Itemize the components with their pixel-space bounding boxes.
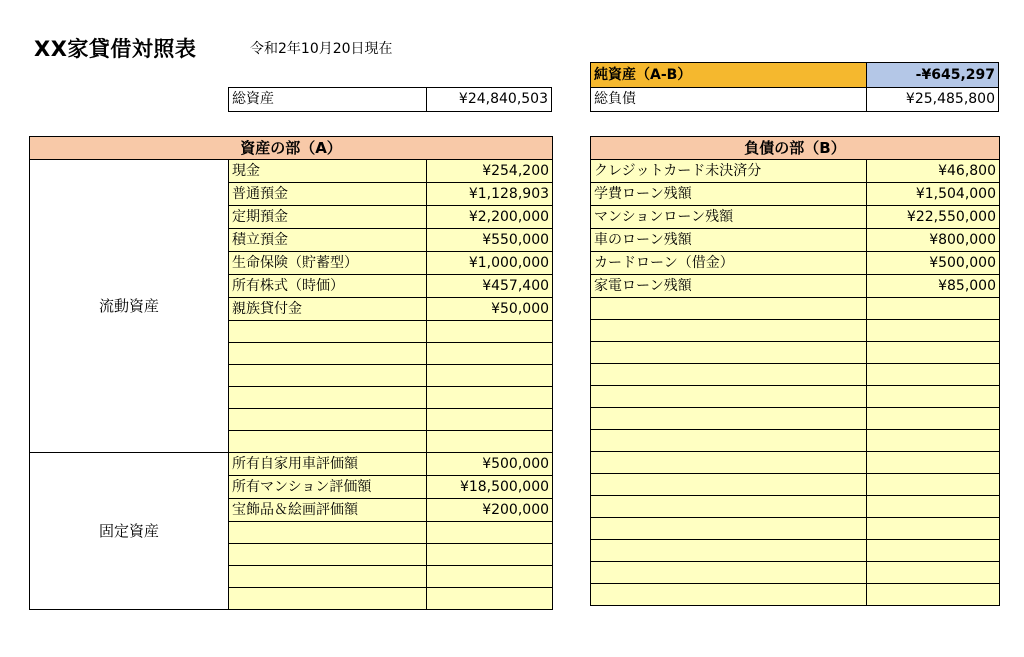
table-row	[591, 252, 1000, 275]
liability-item-name	[591, 342, 867, 364]
asset-item-name	[229, 522, 427, 544]
liability-item-name: クレジットカード未決済分	[591, 160, 867, 183]
total-liabilities-box	[590, 87, 999, 112]
table-row	[591, 342, 1000, 364]
liability-item-value	[867, 452, 1000, 474]
asset-item-value	[427, 588, 553, 610]
liability-item-name	[591, 584, 867, 606]
liability-item-value	[867, 562, 1000, 584]
asset-item-value: ¥550,000	[427, 229, 553, 252]
asset-item-name: 現金	[229, 160, 427, 183]
asset-item-name: 定期預金	[229, 206, 427, 229]
net-assets-value: -¥645,297	[867, 63, 998, 87]
liability-item-name: カードローン（借金）	[591, 252, 867, 275]
liability-item-value	[867, 320, 1000, 342]
asset-item-value: ¥18,500,000	[427, 476, 553, 499]
asset-item-name: 親族貸付金	[229, 298, 427, 321]
asset-item-name: 所有株式（時価）	[229, 275, 427, 298]
asset-item-name	[229, 588, 427, 610]
table-row	[591, 298, 1000, 320]
liability-item-name	[591, 364, 867, 386]
table-row	[30, 160, 553, 183]
liability-item-name: 車のローン残額	[591, 229, 867, 252]
table-row	[591, 540, 1000, 562]
asset-item-value	[427, 522, 553, 544]
table-row	[591, 474, 1000, 496]
asset-item-value: ¥50,000	[427, 298, 553, 321]
asset-item-value	[427, 566, 553, 588]
net-assets-box	[590, 62, 999, 88]
table-row	[591, 364, 1000, 386]
assets-table	[29, 136, 553, 610]
liability-item-name	[591, 430, 867, 452]
asset-item-value	[427, 365, 553, 387]
total-assets-value: ¥24,840,503	[458, 91, 548, 107]
asset-item-name	[229, 343, 427, 365]
liability-item-name: 学費ローン残額	[591, 183, 867, 206]
liability-item-name	[591, 320, 867, 342]
liability-item-name	[591, 474, 867, 496]
liability-item-value	[867, 540, 1000, 562]
liability-item-name	[591, 386, 867, 408]
liability-item-value	[867, 496, 1000, 518]
asset-item-value: ¥1,128,903	[427, 183, 553, 206]
liability-item-name	[591, 298, 867, 320]
liability-item-name	[591, 452, 867, 474]
table-row	[591, 275, 1000, 298]
total-assets-label: 総資産	[229, 88, 427, 111]
liability-item-value: ¥500,000	[867, 252, 1000, 275]
liability-item-value	[867, 298, 1000, 320]
asset-item-value: ¥254,200	[427, 160, 553, 183]
liabilities-header: 負債の部（B）	[591, 137, 1000, 160]
asset-item-value: ¥2,200,000	[427, 206, 553, 229]
asset-item-name: 生命保険（貯蓄型）	[229, 252, 427, 275]
asset-item-value	[427, 431, 553, 453]
asset-item-value: ¥200,000	[427, 499, 553, 522]
liability-item-name: マンションローン残額	[591, 206, 867, 229]
asset-item-name: 宝飾品＆絵画評価額	[229, 499, 427, 522]
asset-item-name: 積立預金	[229, 229, 427, 252]
table-row	[591, 386, 1000, 408]
assets-header-row	[30, 137, 553, 160]
liability-item-value	[867, 386, 1000, 408]
liability-item-value: ¥85,000	[867, 275, 1000, 298]
asset-item-name: 普通預金	[229, 183, 427, 206]
liability-item-value	[867, 342, 1000, 364]
asset-item-name	[229, 321, 427, 343]
asset-item-value: ¥1,000,000	[427, 252, 553, 275]
page-title: XX家貸借対照表	[34, 37, 197, 61]
liability-item-value	[867, 474, 1000, 496]
total-liabilities-label: 総負債	[591, 88, 867, 111]
asset-item-value	[427, 343, 553, 365]
liability-item-name	[591, 518, 867, 540]
table-row	[591, 584, 1000, 606]
asset-item-name	[229, 365, 427, 387]
total-assets-box	[228, 87, 552, 112]
table-row	[591, 206, 1000, 229]
table-row	[591, 562, 1000, 584]
asset-item-name	[229, 387, 427, 409]
liability-item-value: ¥22,550,000	[867, 206, 1000, 229]
liability-item-value	[867, 364, 1000, 386]
table-row	[591, 408, 1000, 430]
asset-item-name: 所有マンション評価額	[229, 476, 427, 499]
liability-item-value	[867, 408, 1000, 430]
liability-item-value: ¥800,000	[867, 229, 1000, 252]
table-row	[30, 453, 553, 476]
assets-header: 資産の部（A）	[30, 137, 553, 160]
liability-item-name	[591, 408, 867, 430]
asset-item-value	[427, 387, 553, 409]
table-row	[591, 183, 1000, 206]
asset-item-name	[229, 431, 427, 453]
table-row	[591, 496, 1000, 518]
asset-item-name	[229, 566, 427, 588]
asset-item-value	[427, 321, 553, 343]
table-row	[591, 160, 1000, 183]
liability-item-value	[867, 518, 1000, 540]
asset-item-value: ¥457,400	[427, 275, 553, 298]
table-row	[591, 452, 1000, 474]
asset-item-name	[229, 544, 427, 566]
table-row	[591, 320, 1000, 342]
liability-item-name	[591, 540, 867, 562]
liability-item-value	[867, 584, 1000, 606]
table-row	[591, 430, 1000, 452]
liability-item-value: ¥1,504,000	[867, 183, 1000, 206]
liability-item-value: ¥46,800	[867, 160, 1000, 183]
current-assets-label: 流動資産	[30, 160, 229, 453]
fixed-assets-label: 固定資産	[30, 453, 229, 610]
asset-item-value	[427, 409, 553, 431]
asset-item-value: ¥500,000	[427, 453, 553, 476]
total-liabilities-value: ¥25,485,800	[905, 91, 995, 107]
liability-item-value	[867, 430, 1000, 452]
liability-item-name: 家電ローン残額	[591, 275, 867, 298]
liability-item-name	[591, 562, 867, 584]
as-of-date: 令和2年10月20日現在	[250, 41, 393, 57]
table-row	[591, 229, 1000, 252]
asset-item-value	[427, 544, 553, 566]
liabilities-table	[590, 136, 1000, 606]
table-row	[591, 518, 1000, 540]
liability-item-name	[591, 496, 867, 518]
liabilities-header-row	[591, 137, 1000, 160]
asset-item-name	[229, 409, 427, 431]
asset-item-name: 所有自家用車評価額	[229, 453, 427, 476]
net-assets-label: 純資産（A-B）	[591, 63, 867, 87]
